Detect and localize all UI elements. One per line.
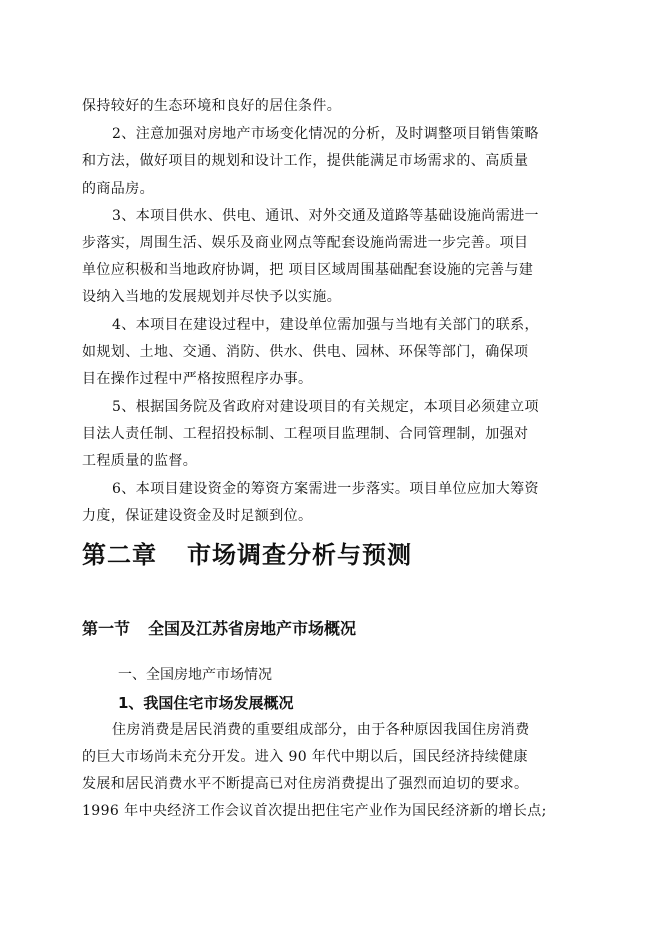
body-text-line: 3、本项目供水、供电、通讯、对外交通及道路等基础设施尚需进一 <box>112 208 539 224</box>
body-text-line: 步落实，周围生活、娱乐及商业网点等配套设施尚需进一步完善。项目 <box>82 235 529 251</box>
body-text-line: 住房消费是居民消费的重要组成部分，由于各种原因我国住房消费 <box>112 722 530 738</box>
body-text-line: 保持较好的生态环境和良好的居住条件。 <box>82 98 342 114</box>
section-heading <box>82 618 356 640</box>
body-text-line: 的巨大市场尚未充分开发。进入 90 年代中期以后，国民经济持续健康 <box>82 749 528 765</box>
body-text-line: 和方法，做好项目的规划和设计工作，提供能满足市场需求的、高质量 <box>82 153 529 169</box>
body-text-line: 力度，保证建设资金及时足额到位。 <box>82 508 313 524</box>
body-text-line: 的商品房。 <box>82 181 154 197</box>
body-text-line: 4、本项目在建设过程中，建设单位需加强与当地有关部门的联系， <box>112 317 539 333</box>
subheading-level-2: 1、我国住宅市场发展概况 <box>118 694 294 712</box>
body-text-line: 目法人责任制、工程招投标制、工程项目监理制、合同管理制，加强对 <box>82 426 529 442</box>
body-text-line: 6、本项目建设资金的筹资方案需进一步落实。项目单位应加大筹资 <box>112 481 539 497</box>
subheading-level-1: 一、全国房地产市场情况 <box>118 667 272 683</box>
chapter-number: 第二章 <box>82 540 157 569</box>
section-number: 第一节 <box>82 619 131 638</box>
body-text-line: 单位应积极和当地政府协调，把 项目区域周围基础配套设施的完善与建 <box>82 262 534 278</box>
body-text-line: 目在操作过程中严格按照程序办事。 <box>82 371 313 387</box>
body-text-line: 如规划、土地、交通、消防、供水、供电、园林、环保等部门，确保项 <box>82 344 529 360</box>
body-text-line: 设纳入当地的发展规划并尽快予以实施。 <box>82 289 342 305</box>
body-text-line: 2、注意加强对房地产市场变化情况的分析，及时调整项目销售策略 <box>112 126 539 142</box>
section-title: 全国及江苏省房地产市场概况 <box>148 619 357 638</box>
body-text-line: 发展和居民消费水平不断提高已对住房消费提出了强烈而迫切的要求。 <box>82 776 529 792</box>
chapter-heading <box>82 539 412 571</box>
body-text-line: 1996 年中央经济工作会议首次提出把住宅产业作为国民经济新的增长点; <box>82 803 547 819</box>
chapter-title: 市场调查分析与预测 <box>187 540 412 569</box>
body-text-line: 5、根据国务院及省政府对建设项目的有关规定，本项目必须建立项 <box>112 399 539 415</box>
body-text-line: 工程质量的监督。 <box>82 453 198 469</box>
